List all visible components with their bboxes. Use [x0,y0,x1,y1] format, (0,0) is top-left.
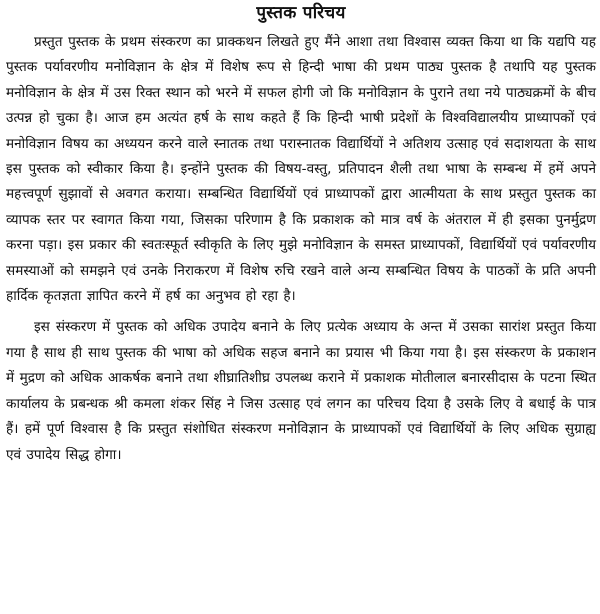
page-title: पुस्तक परिचय [256,3,346,23]
paragraph-1: प्रस्तुत पुस्तक के प्रथम संस्करण का प्राक्कथन लिखते हुए मैंने आशा तथा विश्वास व्यक्त किया था कि यद्यपि यह पुस्तक पर्यावरणीय मनोविज्ञान के क्षेत्र में विशेष रूप से हिन्दी भाषा की प्रथम पाठ्य पुस्तक है तथापि यह पुस्तक मनोविज्ञान के क्षेत्र में उस रिक्त स्थान को भरने में सफल होगी जो कि मनोविज्ञान के पुराने तथा नये पाठ्यक्रमों के बीच उत्पन्न हो चुका है। आज हम अत्यंत हर्ष के साथ कहते हैं कि हिन्दी भाषी प्रदेशों के विश्वविद्यालयीय प्राध्यापकों एवं मनोविज्ञान विषय का अध्ययन करने वाले स्नातक तथा परास्नातक विद्यार्थियों ने अतिशय उत्साह एवं सदाशयता के साथ इस पुस्तक को स्वीकार किया है। इन्होंने पुस्तक की विषय-वस्तु, प्रतिपादन शैली तथा भाषा के सम्बन्ध में हमें अपने महत्त्वपूर्ण सुझावों से अवगत कराया। सम्बन्धित विद्यार्थियों एवं प्राध्यापकों द्वारा आत्मीयता के साथ प्रस्तुत पुस्तक का व्यापक स्तर पर स्वागत किया गया, जिसका परिणाम है कि प्रकाशक को मात्र वर्ष के अंतराल में ही इसका पुनर्मुद्रण करना पड़ा। इस प्रकार की स्वतःस्फूर्त स्वीकृति के लिए मुझे मनोविज्ञान के समस्त प्राध्यापकों, विद्यार्थियों एवं पर्यावरणीय समस्याओं को समझने एवं उनके निराकरण में विशेष रुचि रखने वाले अन्य सम्बन्धित विषय के पाठकों के प्रति अपनी हार्दिक कृतज्ञता ज्ञापित करने में हर्ष का अनुभव हो रहा है। [6,34,596,305]
paragraph-2: इस संस्करण में पुस्तक को अधिक उपादेय बनाने के लिए प्रत्येक अध्याय के अन्त में उसका सारांश प्रस्तुत किया गया है साथ ही साथ पुस्तक की भाषा को अधिक सहज बनाने का प्रयास भी किया गया है। इस संस्करण के प्रकाशन में मुद्रण को अधिक आकर्षक बनाने तथा शीघ्रातिशीघ्र उपलब्ध कराने में प्रकाशक मोतीलाल बनारसीदास के पटना स्थित कार्यालय के प्रबन्धक श्री कमला शंकर सिंह ने जिस उत्साह एवं लगन का परिचय दिया है उसके लिए वे बधाई के पात्र हैं। हमें पूर्ण विश्वास है कि प्रस्तुत संशोधित संस्करण मनोविज्ञान के प्राध्यापकों एवं विद्यार्थियों के लिए अधिक सुग्राह्य एवं उपादेय सिद्ध होगा। [6,319,596,463]
